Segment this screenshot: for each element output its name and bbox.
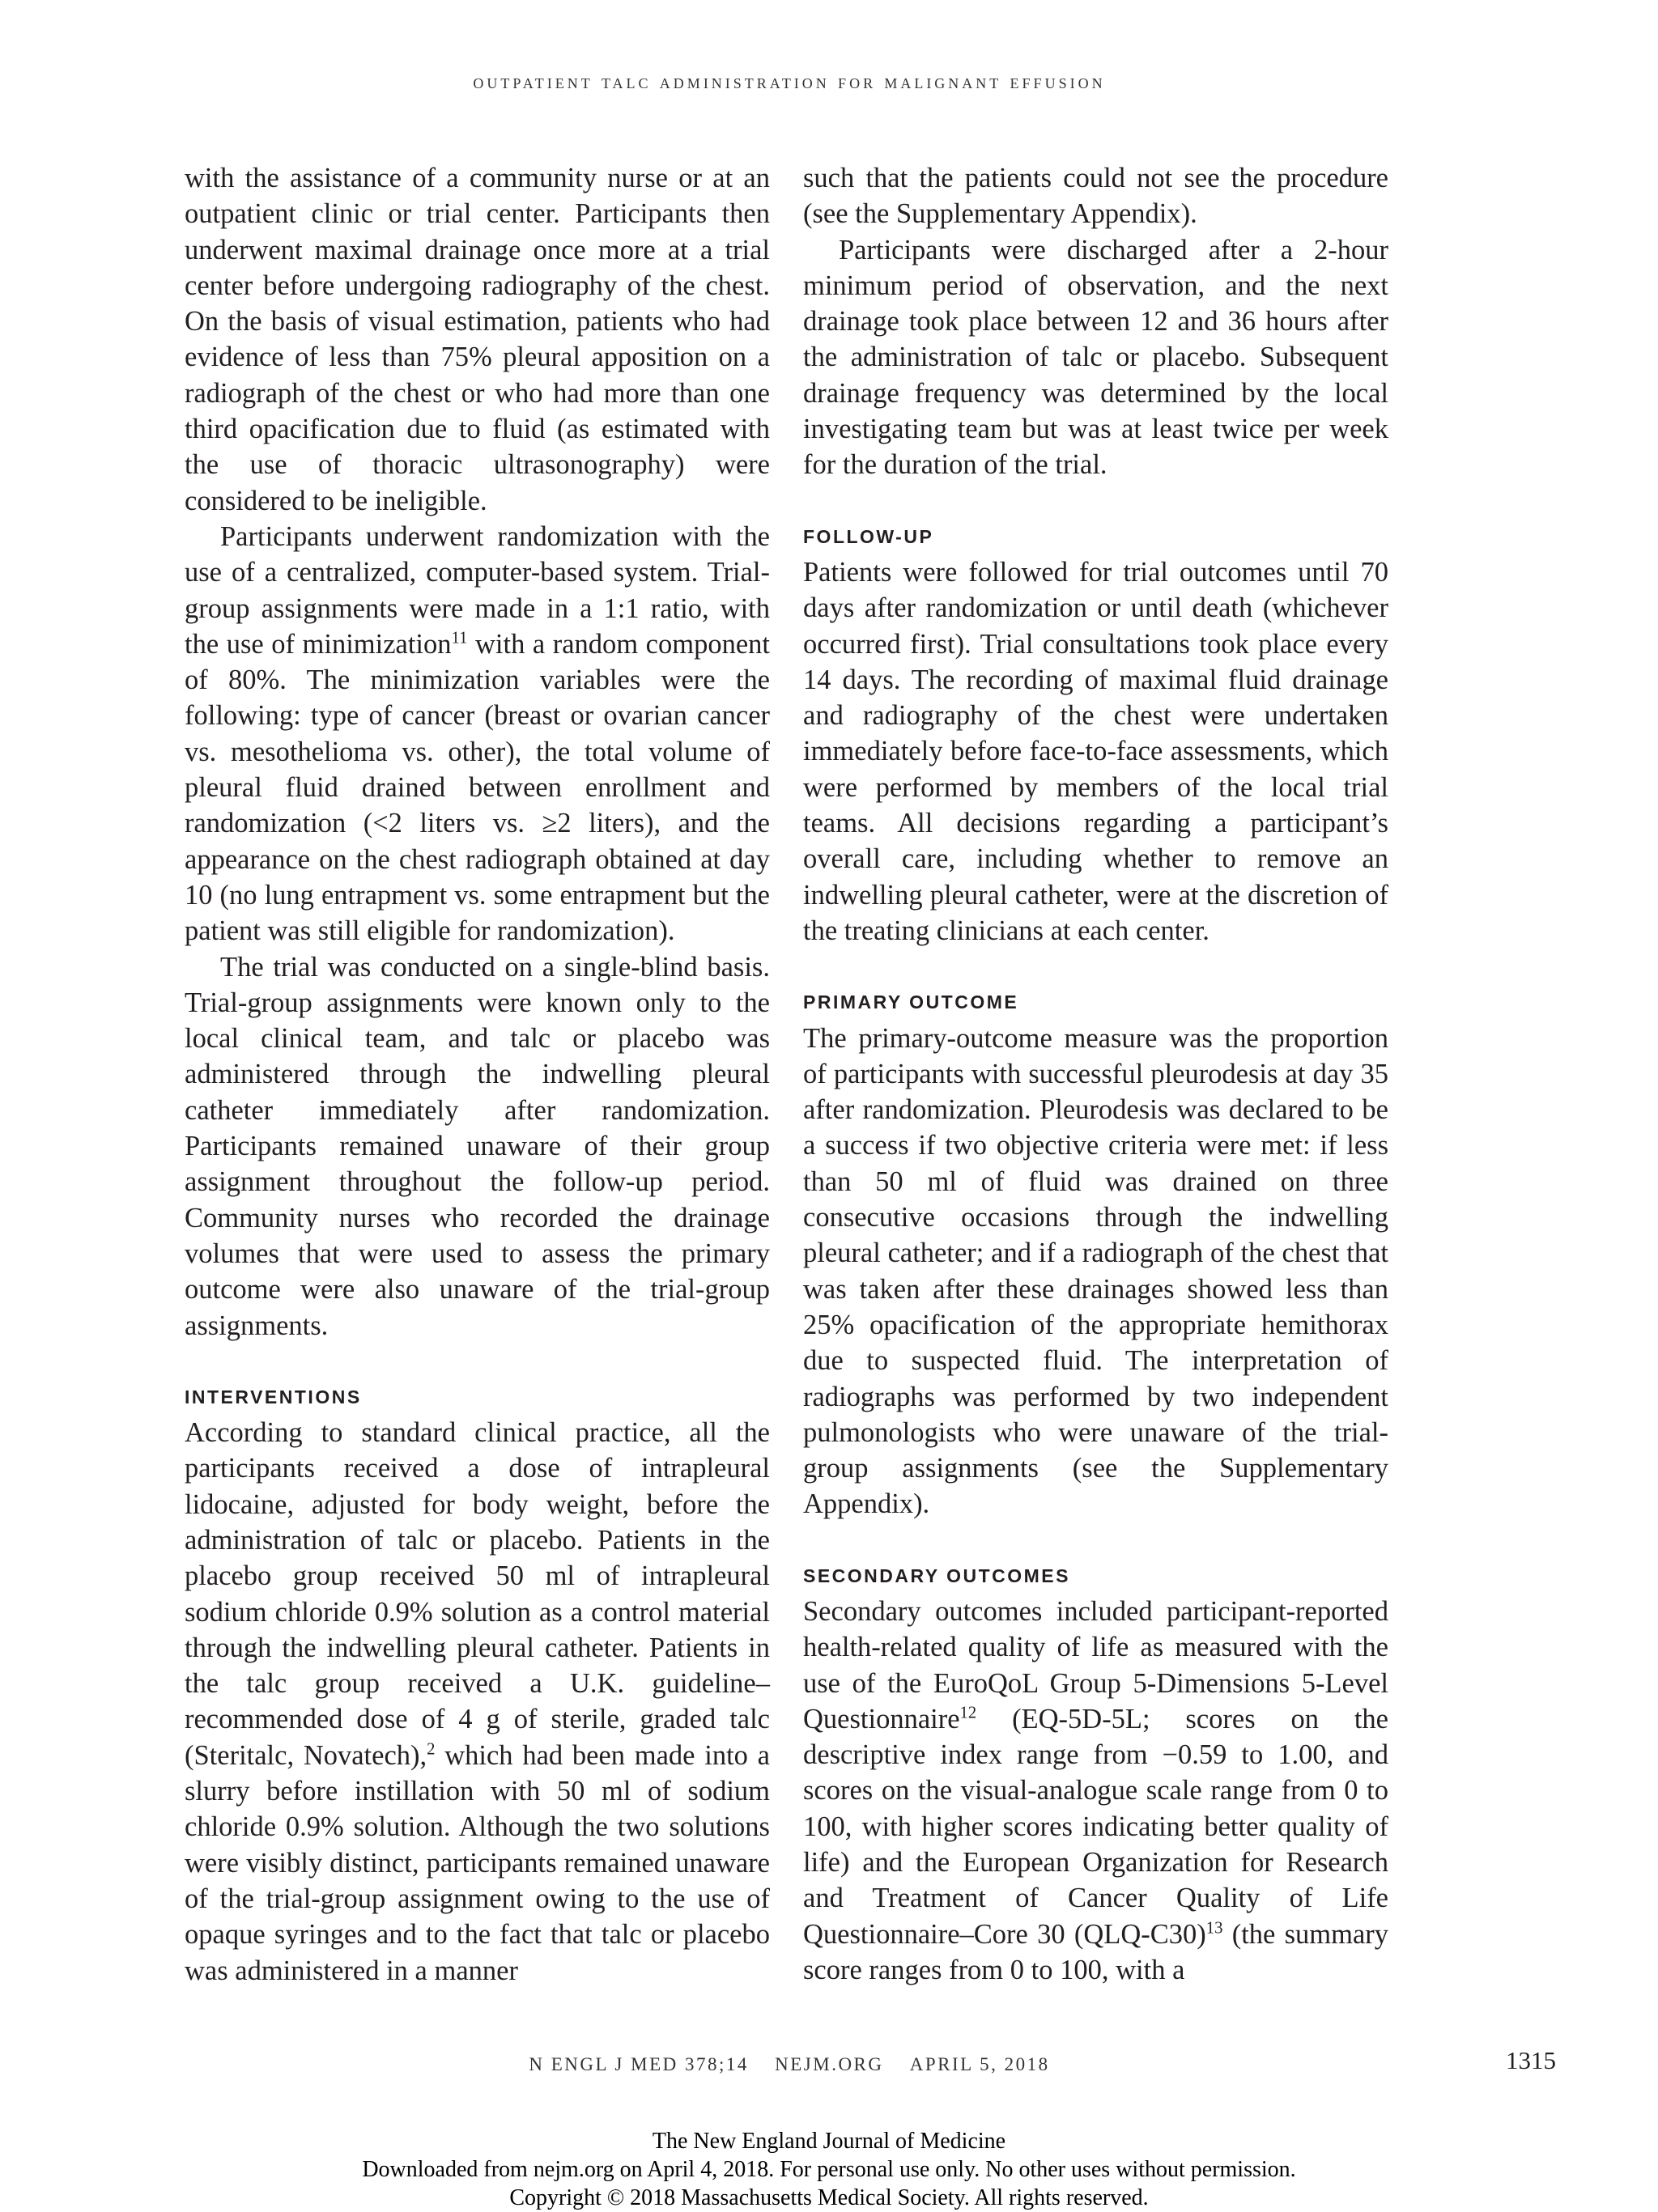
section-heading-follow-up: FOLLOW-UP [803, 525, 934, 547]
notice-download-info: Downloaded from nejm.org on April 4, 2018. For personal use only. No other uses without permission. [362, 2157, 1296, 2182]
paragraph [803, 1594, 1388, 1988]
paragraph-text: (EQ-5D-5L; scores on the descriptive index range from −0.59 to 1.00, and scores on the visual-analogue scale range from 0 to 100, with higher scores indicating better quality of life) and the European Organization for Research and Treatment of Cancer Quality of Life Questionnaire–Core 30 (QLQ-C30) [803, 1703, 1388, 1950]
section-heading-secondary-outcomes: SECONDARY OUTCOMES [803, 1565, 1070, 1586]
paragraph: such that the patients could not see the procedure (see the Supplementary Appendix). [803, 163, 1388, 230]
paragraph [185, 1415, 770, 1989]
section-heading-interventions: INTERVENTIONS [185, 1386, 362, 1407]
journal-site: NEJM.ORG [775, 2054, 884, 2074]
journal-footer [0, 2054, 1579, 2075]
notice-copyright: Copyright © 2018 Massachusetts Medical Society. All rights reserved. [509, 2185, 1149, 2210]
paragraph-text: (the summary score ranges from 0 to 100, with a [803, 1918, 1388, 1985]
paragraph-text: which had been made into a slurry before instillation with 50 ml of sodium chloride 0.9% solution. Although the two solutions were visibly distinct, participants remained unaware of the trial-group assignment owing to the use of opaque syringes and to the fact that talc or placebo was administered in a manner [185, 1739, 770, 1986]
section-heading-primary-outcome: PRIMARY OUTCOME [803, 991, 1019, 1013]
paragraph: The primary-outcome measure was the proportion of participants with successful pleurodesis at day 35 after randomization. Pleurodesis was declared to be a success if two objective criteria were met: if less than 50 ml of fluid was drained on three consecutive occasions through the indwelling pleural catheter; and if a radiograph of the chest that was taken after these drainages showed less than 25% opacification of the appropriate hemithorax due to suspected fluid. The interpretation of radiographs was performed by two independent pulmonologists who were unaware of the trial-group assignments (see the Supplementary Appendix). [803, 1022, 1388, 1520]
running-head: outpatient talc administration for malignant effusion [473, 71, 1106, 93]
paragraph-text: Participants underwent randomization with the use of a centralized, computer-based system. Trial-group assignments were made in a 1:1 ratio, with the use of minimization [185, 520, 770, 660]
reference-marker: 2 [427, 1740, 436, 1759]
paragraph: The trial was conducted on a single-blind basis. Trial-group assignments were known only to the local clinical team, and talc or placebo was administered through the indwelling pleural catheter immediately after randomization. Participants remained unaware of their group assignment throughout the follow-up period. Community nurses who recorded the drainage volumes that were used to assess the primary outcome were also unaware of the trial-group assignments. [185, 951, 770, 1341]
notice-journal-name: The New England Journal of Medicine [652, 2129, 1006, 2154]
paragraph-text: with a random component of 80%. The minimization variables were the following: type of cancer (breast or ovarian cancer vs. mesothelioma vs. other), the total volume of pleural fluid drained between enrollment and randomization (<2 liters vs. ≥2 liters), and the appearance on the chest radiograph obtained at day 10 (no lung entrapment vs. some entrapment but the patient was still eligible for randomization). [185, 628, 770, 947]
download-notice [0, 2127, 1658, 2212]
paragraph: Patients were followed for trial outcomes until 70 days after randomization or until death (whichever occurred first). Trial consultations took place every 14 days. The recording of maximal fluid drainage and radiography of the chest were undertaken immediately before face-to-face assessments, which were performed by members of the local trial teams. All decisions regarding a participant’s overall care, including whether to remove an indwelling pleural catheter, were at the discretion of the treating clinicians at each center. [803, 556, 1388, 946]
paragraph-text: Secondary outcomes included participant-reported health-related quality of life as measured with the use of the EuroQoL Group 5-Dimensions 5-Level Questionnaire [803, 1595, 1388, 1734]
page-number: 1315 [1506, 2046, 1556, 2074]
paragraph: Participants were discharged after a 2-hour minimum period of observation, and the next drainage took place between 12 and 36 hours after the administration of talc or placebo. Subsequent drainage frequency was determined by the local investigating team but was at least twice per week for the duration of the trial. [803, 234, 1388, 481]
paragraph [185, 519, 770, 949]
journal-citation: N ENGL J MED 378;14 [529, 2054, 749, 2074]
paragraph: with the assistance of a community nurse or at an outpatient clinic or trial center. Participants then underwent maximal drainage once more at a trial center before undergoing radiography of the chest. On the basis of visual estimation, patients who had evidence of less than 75% pleural apposition on a radiograph of the chest or who had more than one third opacification due to fluid (as estimated with the use of thoracic ultrasonography) were considered to be ineligible. [185, 163, 770, 516]
left-column [185, 160, 770, 1989]
journal-date: APRIL 5, 2018 [909, 2054, 1050, 2074]
reference-marker: 13 [1205, 1919, 1223, 1938]
reference-marker: 12 [959, 1704, 977, 1722]
paragraph-text: According to standard clinical practice, all the participants received a dose of intrapleural lidocaine, adjusted for body weight, before the administration of talc or placebo. Patients in the placebo group received 50 ml of intrapleural sodium chloride 0.9% solution as a control material through the indwelling pleural catheter. Patients in the talc group received a U.K. guideline–recommended dose of 4 g of sterile, graded talc (Steritalc, Novatech), [185, 1417, 770, 1771]
reference-marker: 11 [451, 629, 468, 647]
right-column [803, 160, 1388, 1988]
